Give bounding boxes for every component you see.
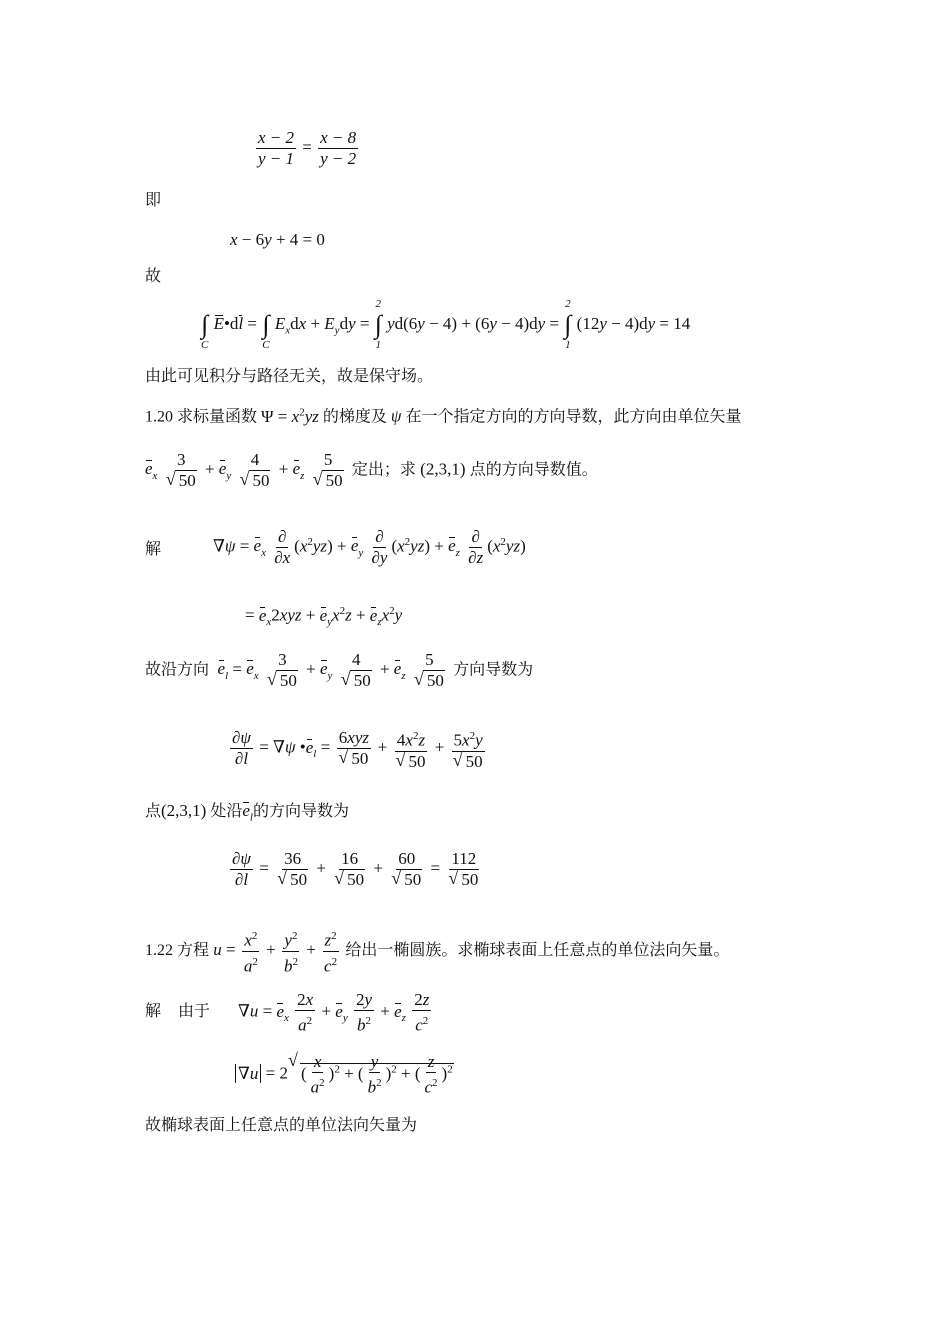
equation-line-ratio: $\frac{x - 2}{y - 1}$ = $\frac{x - 8}{y - 2}$ (258, 128, 357, 168)
solution-label: 解 (145, 541, 162, 558)
along-direction-text: 故沿方向 (145, 661, 210, 679)
gradient-equation: $\nabla\psi = e_x$ $\frac{\partial}{\partial x}$ $(x^2yz) + e_y$ $\frac{\partial}{\partial y}$ $(x^2yz) + e_z$ $\frac{\partial}{\partial z}$ $(x^2yz)$ (213, 527, 526, 567)
dd-term-1: 36 (284, 849, 302, 868)
point-text-c: 的方向导数为 (252, 803, 349, 820)
dd-term-2: 16 (341, 849, 359, 868)
point-label: (2,3,1) (420, 459, 466, 479)
gradient-result: = $e_x2xyz + e_yx^2z + e_zx^2y$ (245, 605, 403, 629)
point-value: (2,3,1) (161, 801, 207, 820)
problem-1-20-text-a: 1.20 求标量函数 (145, 408, 258, 426)
problem-1-22-statement: 1.22 方程 u = $\frac{x^2}{a^2}$ + $\frac{y^2}{b^2}$ + $\frac{z^2}{c^2}$ 给出一椭圆族。求椭球表面上任意点的单位法向矢量。 (145, 926, 729, 976)
unit-vector-line: $e_x$ 3 √ 50 + $e_y$ 4 √ 50 + $e_z$ 5 √ 50 定出；求 (2,3,1) 点的方向导数值。 (145, 450, 598, 491)
solution-label-2: 解 (145, 1003, 162, 1020)
gradient-magnitude-equation: ∇u = 2√ ( $\frac{x}{a^2}$ )$^2$ + ( $\frac{y}{b^2}$ )$^2$ + ( $\frac{z}{c^2}$ )$^2$ (235, 1052, 454, 1098)
point-direction-text: 点(2,3,1) 处沿$e_l$的方向导数为 (145, 801, 349, 824)
problem-1-20-text-e: 点的方向导数值。 (469, 461, 598, 479)
problem-1-20-text-b: 的梯度及 (322, 408, 387, 426)
dd-result: 112 (451, 849, 477, 868)
text-gu: 故 (145, 268, 162, 285)
dir-deriv-text: 方向导数为 (453, 661, 534, 679)
conclusion-text: 由此可见积分与路径无关，故是保守场。 (145, 368, 434, 385)
directional-derivative-formula: $\frac{\partial\psi}{\partial l}$ = ∇ψ $•e_l$ = 6xyz √ 50 + $4x^2z$ √ 50 + $5x^2y$ √ 50 (228, 726, 488, 772)
problem-1-20-text-d: 定出；求 (351, 461, 416, 479)
problem-1-22-text-a: 1.22 方程 (145, 942, 210, 960)
directional-derivative-value: $\frac{\partial\psi}{\partial l}$ = 36 √ 50 + 16 √ 50 + 60 √ 50 = 112 √ 50 (228, 849, 483, 890)
dd-term-3: 60 (398, 849, 416, 868)
text-ji: 即 (145, 192, 162, 209)
final-text: 故椭球表面上任意点的单位法向矢量为 (145, 1117, 418, 1134)
integral-result: 14 (673, 313, 691, 333)
direction-line: 故沿方向 $e_l = e_x$ 3 √ 50 + $e_y$ 4 √ 50 + $e_z$ 5 √ 50 方向导数为 (145, 650, 533, 691)
because-text: 由于 (178, 1003, 211, 1020)
problem-1-20-text-c: 在一个指定方向的方向导数，此方向由单位矢量 (405, 408, 742, 426)
point-text-b: 处沿 (210, 803, 243, 820)
line-integral-equation: ∫ C E•dl = ∫ C $E_xdx + E_ydy$ = 2 ∫ 1 yd(6y − 4) + (6y − 4)dy = 2 ∫ 1 (12y − 4)dy = 14 (201, 298, 691, 351)
problem-1-20-statement: 1.20 求标量函数 $\Psi = x^2yz$ 的梯度及 ψ 在一个指定方向的方向导数，此方向由单位矢量 (145, 406, 742, 426)
point-text-a: 点 (145, 803, 162, 820)
equation-line: x − 6y + 4 = 0 (230, 230, 325, 249)
gradient-u-equation: $\nabla u = e_x$ $\frac{2x}{a^2}$ + $e_y$ $\frac{2y}{b^2}$ + $e_z$ $\frac{2z}{c^2}$ (238, 990, 430, 1035)
problem-1-22-text-b: 给出一椭圆族。求椭球表面上任意点的单位法向矢量。 (345, 942, 730, 960)
